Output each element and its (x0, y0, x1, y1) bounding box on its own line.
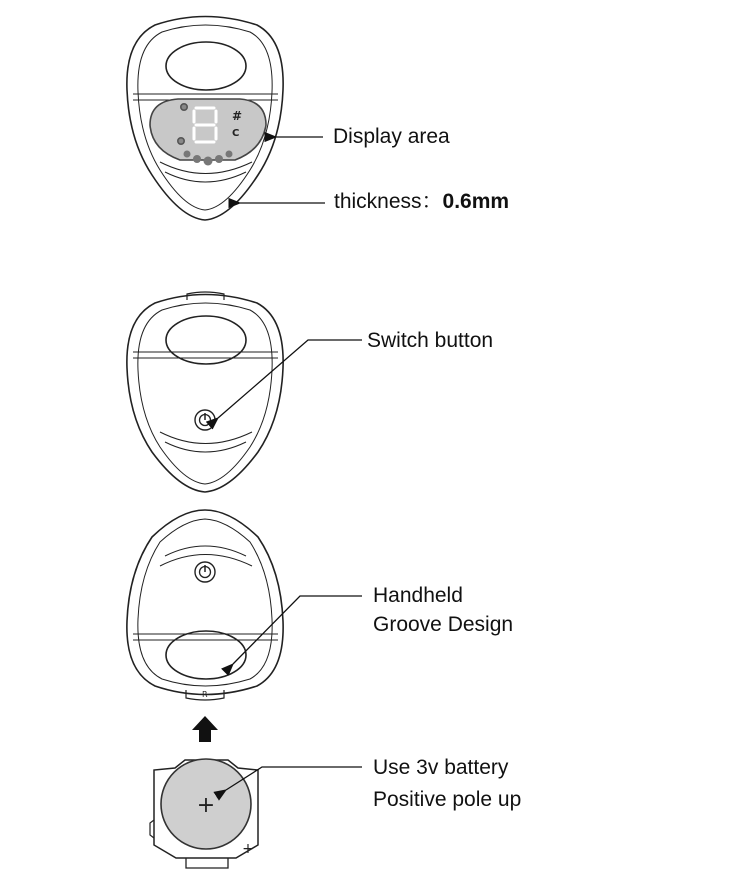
switch-button-label: Switch button (367, 329, 494, 352)
power-icon (195, 410, 215, 430)
arrow-up-icon (192, 716, 218, 742)
holder-positive-symbol: + (242, 841, 254, 857)
display-area-label: Display area (333, 125, 450, 148)
top-window (166, 42, 246, 90)
back-view-device (127, 292, 283, 492)
battery-label-line2: Positive pole up (373, 788, 522, 811)
battery-positive-symbol: + (196, 793, 216, 818)
handheld-groove-leader (233, 596, 362, 664)
battery-slot-mark: R (202, 690, 208, 699)
thickness-prefix: thickness： (334, 190, 443, 213)
groove-view-device (127, 510, 283, 700)
c-symbol: C (232, 128, 240, 139)
handheld-label-line2: Groove Design (373, 613, 514, 636)
sharp-symbol: # (232, 109, 243, 123)
front-view-device (127, 17, 283, 221)
thickness-value: 0.6mm (442, 190, 510, 213)
handheld-label-line1: Handheld (373, 584, 463, 607)
handheld-groove (166, 631, 246, 679)
battery-label-line1: Use 3v battery (373, 756, 509, 779)
power-icon (195, 562, 215, 582)
thickness-label (334, 188, 509, 216)
